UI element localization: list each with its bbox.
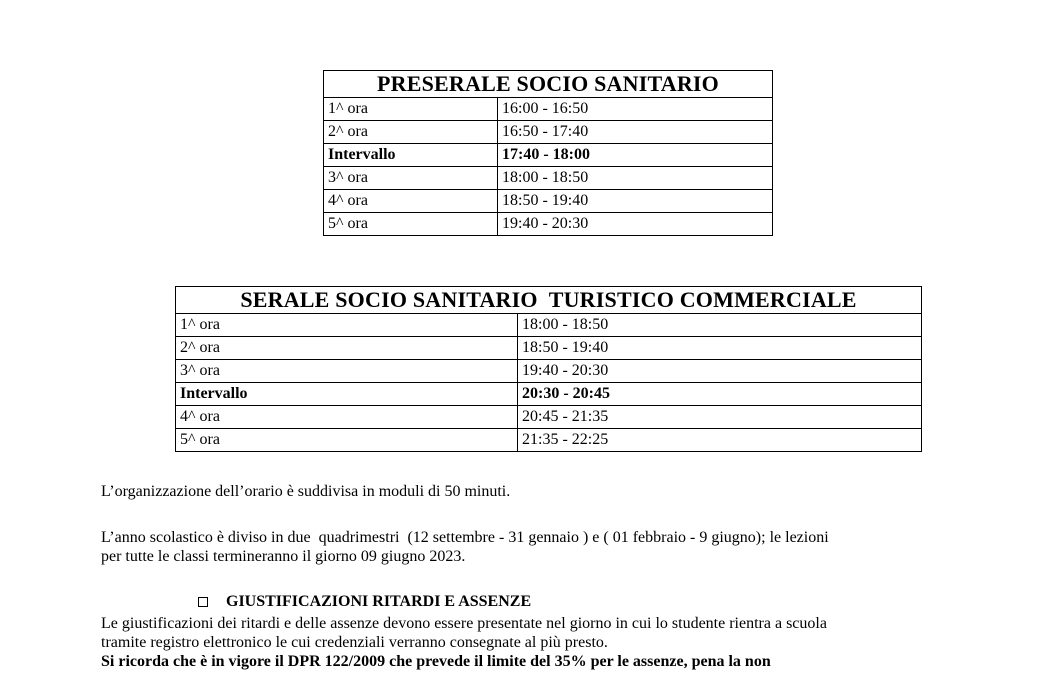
period-label: 4^ ora	[176, 406, 518, 429]
table-row-break	[324, 144, 773, 167]
period-label: Intervallo	[176, 383, 518, 406]
period-label: 4^ ora	[324, 190, 498, 213]
cropped-top-text	[130, 0, 830, 4]
table-row	[324, 121, 773, 144]
table-row	[176, 337, 922, 360]
period-label: Intervallo	[324, 144, 498, 167]
paragraph-line: Le giustificazioni dei ritardi e delle assenze devono essere presentate nel giorno in cui lo studente rientra a scuola	[101, 615, 827, 632]
period-time: 17:40 - 18:00	[498, 144, 773, 167]
schedule-modules-paragraph: L’organizzazione dell’orario è suddivisa in moduli di 50 minuti.	[101, 483, 511, 500]
period-time: 18:00 - 18:50	[498, 167, 773, 190]
section-title: GIUSTIFICAZIONI RITARDI E ASSENZE	[226, 593, 532, 610]
table-row	[176, 314, 922, 337]
period-label: 1^ ora	[324, 98, 498, 121]
serale-schedule-table	[175, 286, 922, 452]
paragraph-line-bold: Si ricorda che è in vigore il DPR 122/2009 che prevede il limite del 35% per le assenze, pena la non	[101, 653, 771, 670]
preserale-schedule-table	[323, 70, 773, 236]
period-label: 5^ ora	[176, 429, 518, 452]
table-row	[176, 360, 922, 383]
table-row	[324, 190, 773, 213]
table-title: PRESERALE SOCIO SANITARIO	[324, 71, 773, 98]
section-heading	[198, 593, 531, 611]
table-row	[324, 213, 773, 236]
period-time: 16:00 - 16:50	[498, 98, 773, 121]
period-time: 16:50 - 17:40	[498, 121, 773, 144]
table-row	[324, 98, 773, 121]
period-time: 18:00 - 18:50	[518, 314, 922, 337]
period-label: 2^ ora	[176, 337, 518, 360]
table-row	[176, 429, 922, 452]
period-label: 3^ ora	[176, 360, 518, 383]
paragraph-line: tramite registro elettronico le cui credenziali verranno consegnate al più presto.	[101, 634, 608, 651]
period-label: 1^ ora	[176, 314, 518, 337]
paragraph-line: per tutte le classi termineranno il giorno 09 giugno 2023.	[101, 548, 466, 565]
period-label: 2^ ora	[324, 121, 498, 144]
period-time: 19:40 - 20:30	[518, 360, 922, 383]
period-time: 19:40 - 20:30	[498, 213, 773, 236]
table-row	[324, 167, 773, 190]
period-time: 18:50 - 19:40	[518, 337, 922, 360]
period-label: 3^ ora	[324, 167, 498, 190]
table-title: SERALE SOCIO SANITARIO TURISTICO COMMERCIALE	[176, 287, 922, 314]
table-row-break	[176, 383, 922, 406]
period-time: 18:50 - 19:40	[498, 190, 773, 213]
table-row	[176, 406, 922, 429]
justifications-paragraph	[101, 614, 1001, 671]
paragraph-line: L’anno scolastico è diviso in due quadrimestri (12 settembre - 31 gennaio ) e ( 01 febbraio - 9 giugno); le lezioni	[101, 529, 829, 546]
period-label: 5^ ora	[324, 213, 498, 236]
period-time: 20:45 - 21:35	[518, 406, 922, 429]
period-time: 21:35 - 22:25	[518, 429, 922, 452]
checkbox-bullet-icon	[198, 597, 208, 607]
period-time: 20:30 - 20:45	[518, 383, 922, 406]
school-year-paragraph	[101, 528, 1001, 566]
